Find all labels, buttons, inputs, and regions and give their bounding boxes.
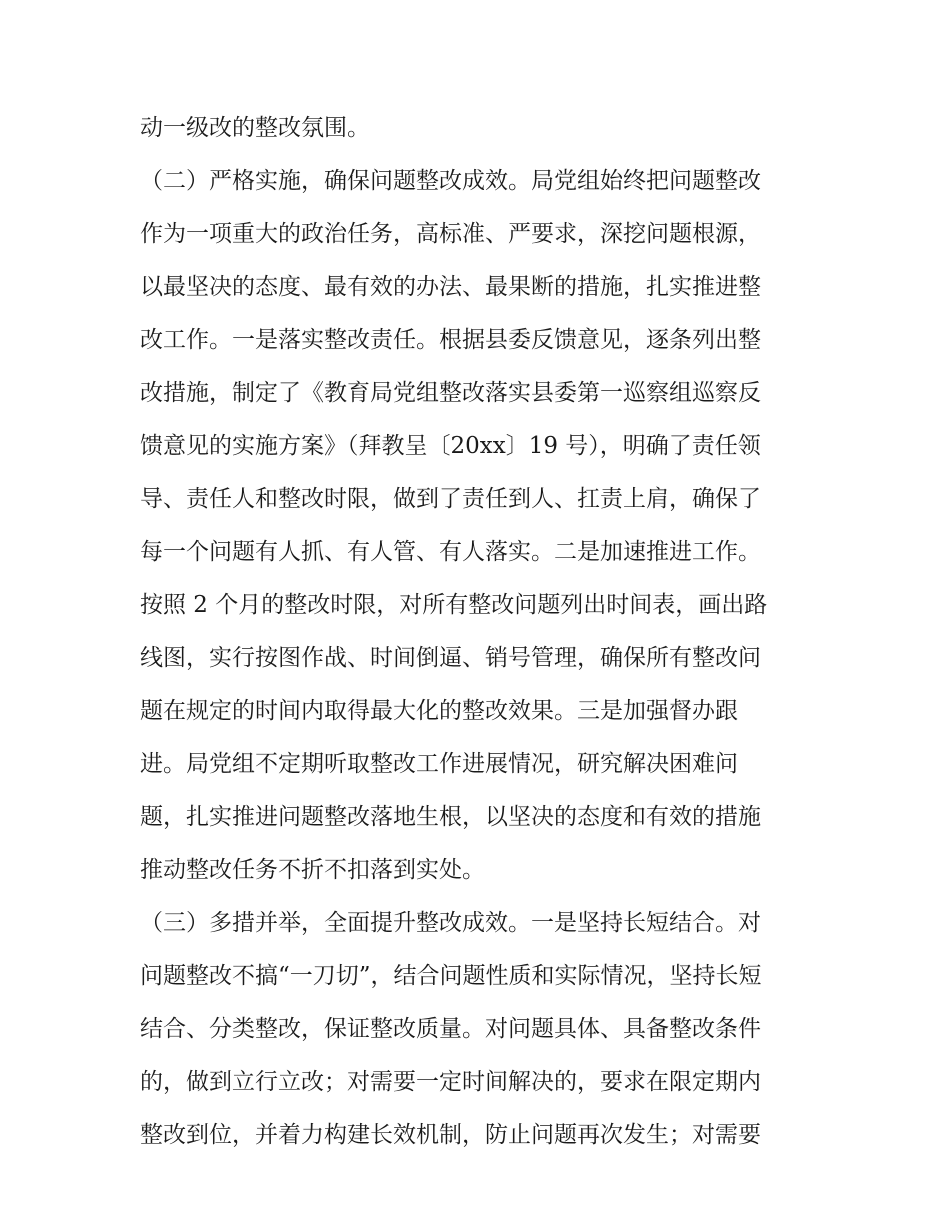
text-line: 改工作。一是落实整改责任。根据县委反馈意见，逐条列出整: [140, 327, 761, 353]
text-line: 结合、分类整改，保证整改质量。对问题具体、具备整改条件: [140, 1016, 761, 1042]
text-line: （二）严格实施，确保问题整改成效。局党组始终把问题整改: [140, 168, 761, 194]
text-line: 作为一项重大的政治任务，高标准、严要求，深挖问题根源，: [140, 221, 761, 247]
text-line: 推动整改任务不折不扣落到实处。: [140, 857, 485, 883]
text-line: 整改到位，并着力构建长效机制，防止问题再次发生；对需要: [140, 1122, 761, 1148]
text-line: （三）多措并举，全面提升整改成效。一是坚持长短结合。对: [140, 910, 761, 936]
text-line: 进。局党组不定期听取整改工作进展情况，研究解决困难问: [140, 751, 738, 777]
text-line: 导、责任人和整改时限，做到了责任到人、扛责上肩，确保了: [140, 486, 761, 512]
text-line: 题在规定的时间内取得最大化的整改效果。三是加强督办跟: [140, 698, 738, 724]
text-line: 按照 2 个月的整改时限，对所有整改问题列出时间表，画出路: [140, 592, 768, 618]
text-line: 改措施，制定了《教育局党组整改落实县委第一巡察组巡察反: [140, 380, 761, 406]
text-line: 题，扎实推进问题整改落地生根，以坚决的态度和有效的措施: [140, 804, 761, 830]
text-line: 每一个问题有人抓、有人管、有人落实。二是加速推进工作。: [140, 539, 761, 565]
text-line: 线图，实行按图作战、时间倒逼、销号管理，确保所有整改问: [140, 645, 761, 671]
text-line: 的，做到立行立改；对需要一定时间解决的，要求在限定期内: [140, 1069, 761, 1095]
text-line: 馈意见的实施方案》（拜教呈〔20xx〕19 号），明确了责任领: [140, 433, 761, 459]
text-line: 以最坚决的态度、最有效的办法、最果断的措施，扎实推进整: [140, 274, 761, 300]
text-line: 动一级改的整改氛围。: [140, 115, 370, 141]
text-line: 问题整改不搞“一刀切”，结合问题性质和实际情况，坚持长短: [140, 963, 762, 989]
